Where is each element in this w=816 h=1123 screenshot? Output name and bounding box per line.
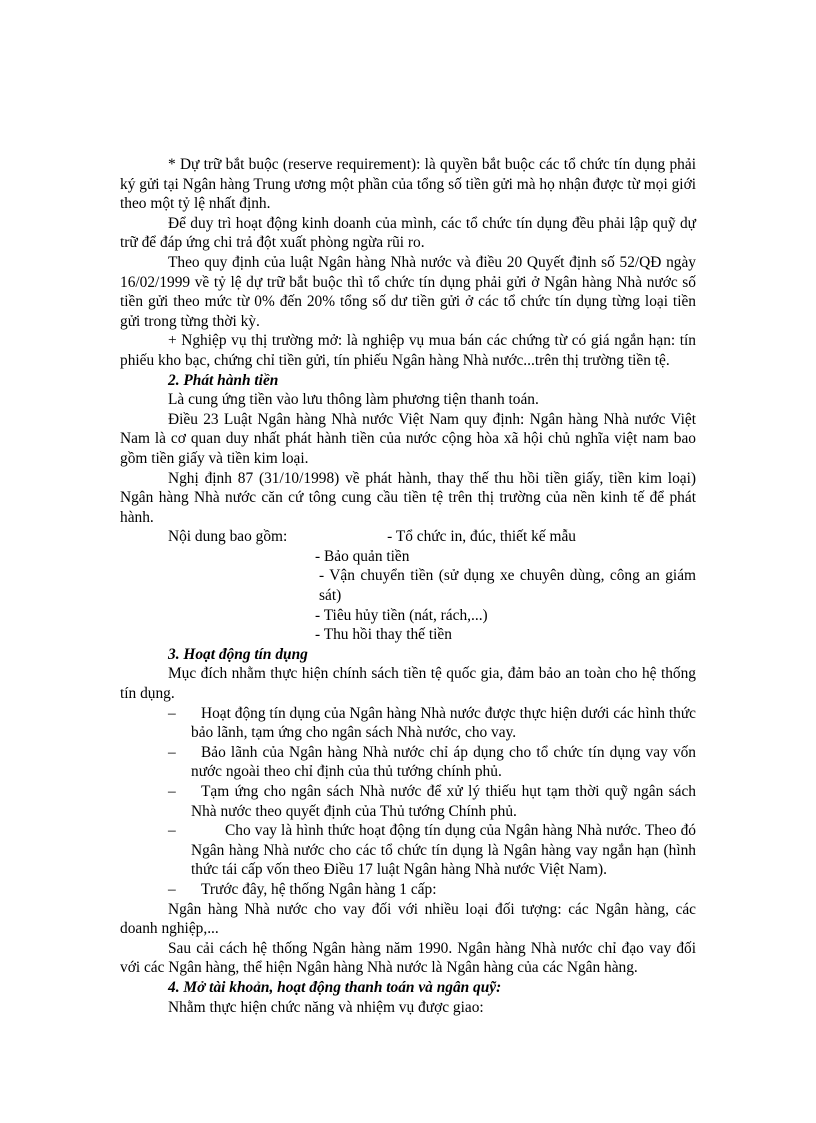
paragraph-article-23: Điều 23 Luật Ngân hàng Nhà nước Việt Nam quy định: Ngân hàng Nhà nước Việt Nam là cơ quan duy nhất phát hành tiền của nước cộng hòa xã hội chủ nghĩa việt nam bao gồm tiền giấy và tiền kim loại. — [120, 410, 696, 467]
list-item — [120, 880, 696, 900]
list-item-text: Cho vay là hình thức hoạt động tín dụng của Ngân hàng Nhà nước. Theo đó Ngân hàng Nhà nước cho các tổ chức tín dụng là Ngân hàng vay ngắn hạn (hình thức tái cấp vốn theo Điều 17 luật Ngân hàng Nhà nước Việt Nam). — [191, 822, 696, 879]
paragraph-open-market: + Nghiệp vụ thị trường mở: là nghiệp vụ mua bán các chứng từ có giá ngắn hạn: tín phiếu kho bạc, chứng chỉ tiền gửi, tín phiếu Ngân hàng Nhà nước...trên thị trường tiền tệ. — [120, 332, 696, 369]
heading-credit: 3. Hoạt động tín dụng — [168, 645, 308, 663]
dash-marker: – — [168, 704, 176, 722]
paragraph-reform-1990: Sau cải cách hệ thống Ngân hàng năm 1990. Ngân hàng Nhà nước chỉ đạo vay đối với các Ngân hàng, thể hiện Ngân hàng Nhà nước là Ngân hàng của các Ngân hàng. — [120, 939, 696, 977]
heading-accounts: 4. Mở tài khoản, hoạt động thanh toán và ngân quỹ: — [168, 978, 502, 996]
paragraph-reserve-requirement: * Dự trữ bắt buộc (reserve requirement): là quyền bắt buộc các tổ chức tín dụng phải ký gửi tại Ngân hàng Trung ương một phần của tổng số tiền gửi mà họ nhận được từ mọi giới theo một tỷ lệ nhất định. — [120, 156, 696, 213]
paragraph-accounts-purpose: Nhằm thực hiện chức năng và nhiệm vụ được giao: — [168, 998, 484, 1016]
content-item: - Vận chuyển tiền (sử dụng xe chuyên dùng, công an giám sát) — [319, 567, 696, 605]
paragraph-regulation: Theo quy định của luật Ngân hàng Nhà nước và điều 20 Quyết định số 52/QĐ ngày 16/02/1999 về tỷ lệ dự trữ bắt buộc thì tổ chức tín dụng phải gửi ở Ngân hàng Nhà nước số tiền gửi theo mức từ 0% đến 20% tổng số dư tiền gửi ở các tổ chức tín dụng từng loại tiền gửi trong từng thời kỳ. — [120, 253, 696, 330]
list-item — [120, 782, 696, 821]
document-body — [120, 155, 696, 1017]
heading-issuance: 2. Phát hành tiền — [168, 371, 279, 389]
dash-marker: – — [168, 822, 176, 840]
list-item-text: Bảo lãnh của Ngân hàng Nhà nước chỉ áp dụng cho tổ chức tín dụng vay vốn nước ngoài theo chỉ định của thủ tướng chính phủ. — [191, 743, 696, 781]
content-list-lead — [120, 527, 696, 547]
list-item-text: Tạm ứng cho ngân sách Nhà nước để xử lý thiếu hụt tạm thời quỹ ngân sách Nhà nước theo quyết định của Thủ tướng Chính phủ. — [191, 783, 696, 820]
content-item-first: - Tổ chức in, đúc, thiết kế mẫu — [387, 528, 576, 546]
paragraph-credit-purpose: Mục đích nhằm thực hiện chính sách tiền tệ quốc gia, đảm bảo an toàn cho hệ thống tín dụng. — [120, 665, 696, 703]
dash-marker: – — [168, 783, 176, 800]
paragraph-lending-targets: Ngân hàng Nhà nước cho vay đối với nhiều loại đối tượng: các Ngân hàng, các doanh nghiệp,... — [120, 900, 696, 938]
list-item-text: Hoạt động tín dụng của Ngân hàng Nhà nước được thực hiện dưới các hình thức bảo lãnh, tạm ứng cho ngân sách Nhà nước, cho vay. — [191, 704, 696, 742]
list-item — [120, 821, 696, 880]
content-item: - Tiêu hủy tiền (nát, rách,...) — [315, 606, 488, 624]
paragraph-decree-87: Nghị định 87 (31/10/1998) về phát hành, thay thế thu hồi tiền giấy, tiền kim loại) Ngân hàng Nhà nước căn cứ tông cung cầu tiền tệ trên thị trường của nền kinh tế để phát hành. — [120, 469, 696, 526]
list-item — [120, 743, 696, 782]
list-item-text: Trước đây, hệ thống Ngân hàng 1 cấp: — [201, 880, 437, 898]
content-item: - Bảo quản tiền — [315, 547, 410, 565]
content-item: - Thu hồi thay thế tiền — [315, 626, 452, 644]
content-lead-label: Nội dung bao gồm: — [168, 528, 288, 546]
dash-marker: – — [168, 880, 176, 898]
list-item — [120, 704, 696, 743]
paragraph-reserve-fund: Để duy trì hoạt động kinh doanh của mình, các tổ chức tín dụng đều phải lập quỹ dự trữ để đáp ứng chi trả đột xuất phòng ngừa rũi ro. — [120, 214, 696, 252]
paragraph-issuance-def: Là cung ứng tiền vào lưu thông làm phương tiện thanh toán. — [168, 391, 539, 409]
dash-marker: – — [168, 743, 176, 761]
